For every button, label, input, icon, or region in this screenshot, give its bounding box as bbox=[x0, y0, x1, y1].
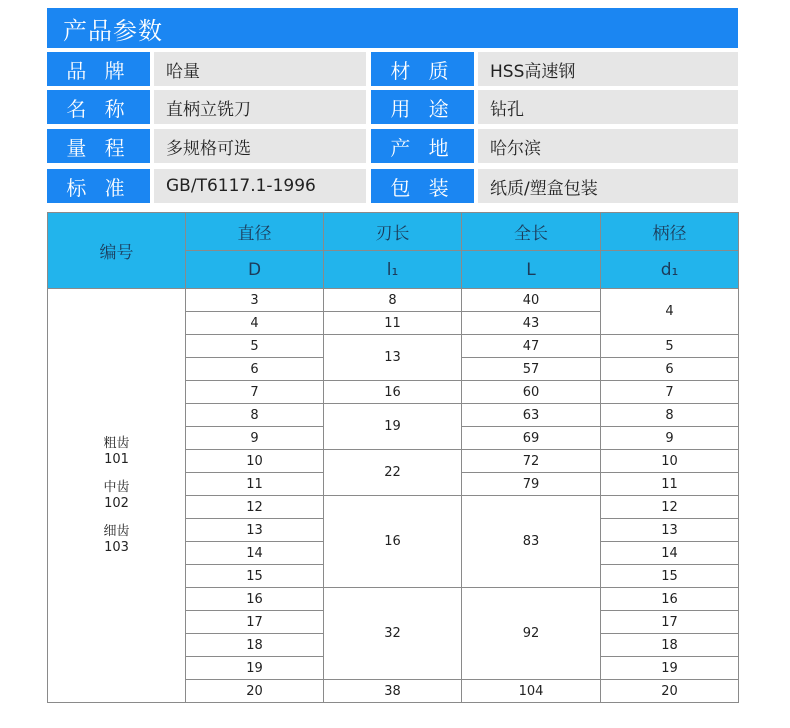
diameter-cell: 14 bbox=[186, 542, 324, 565]
header-cut-length-symbol: l₁ bbox=[324, 251, 462, 289]
cut-length-cell: 8 bbox=[324, 289, 462, 312]
spec-key: 名 称 bbox=[47, 90, 150, 124]
spec-key: 量 程 bbox=[47, 129, 150, 163]
spec-key: 标 准 bbox=[47, 169, 150, 203]
shank-cell: 5 bbox=[601, 335, 739, 358]
tooth-type-name: 细齿 bbox=[103, 523, 130, 539]
cut-length-cell: 19 bbox=[324, 404, 462, 450]
diameter-cell: 3 bbox=[186, 289, 324, 312]
diameter-cell: 7 bbox=[186, 381, 324, 404]
header-total-length: 全长 bbox=[462, 213, 601, 251]
spec-row-range bbox=[47, 129, 738, 163]
tooth-type-code: 102 bbox=[104, 495, 129, 511]
cut-length-cell: 16 bbox=[324, 381, 462, 404]
total-length-cell: 92 bbox=[462, 588, 601, 680]
header-code: 编号 bbox=[48, 213, 186, 289]
total-length-cell: 63 bbox=[462, 404, 601, 427]
section-title bbox=[47, 8, 738, 48]
cut-length-cell: 13 bbox=[324, 335, 462, 381]
shank-cell: 9 bbox=[601, 427, 739, 450]
total-length-cell: 69 bbox=[462, 427, 601, 450]
diameter-cell: 8 bbox=[186, 404, 324, 427]
shank-cell: 15 bbox=[601, 565, 739, 588]
cut-length-cell: 32 bbox=[324, 588, 462, 680]
spec-value: 哈尔滨 bbox=[478, 129, 738, 163]
diameter-cell: 20 bbox=[186, 680, 324, 703]
spec-value: 直柄立铣刀 bbox=[154, 90, 366, 124]
diameter-cell: 11 bbox=[186, 473, 324, 496]
spec-row-brand bbox=[47, 52, 738, 86]
total-length-cell: 79 bbox=[462, 473, 601, 496]
total-length-cell: 40 bbox=[462, 289, 601, 312]
diameter-cell: 17 bbox=[186, 611, 324, 634]
total-length-cell: 47 bbox=[462, 335, 601, 358]
cut-length-cell: 38 bbox=[324, 680, 462, 703]
total-length-cell: 60 bbox=[462, 381, 601, 404]
table-row bbox=[48, 289, 739, 312]
tooth-type bbox=[48, 524, 185, 556]
section-title-text: 产品参数 bbox=[63, 16, 163, 45]
size-table bbox=[47, 212, 739, 703]
diameter-cell: 6 bbox=[186, 358, 324, 381]
shank-cell: 14 bbox=[601, 542, 739, 565]
total-length-cell: 104 bbox=[462, 680, 601, 703]
shank-cell: 18 bbox=[601, 634, 739, 657]
spec-value: 哈量 bbox=[154, 52, 366, 86]
shank-cell: 10 bbox=[601, 450, 739, 473]
total-length-cell: 72 bbox=[462, 450, 601, 473]
header-cut-length: 刃长 bbox=[324, 213, 462, 251]
spec-key: 产 地 bbox=[371, 129, 474, 163]
tooth-type-cell bbox=[48, 289, 186, 703]
total-length-cell: 43 bbox=[462, 312, 601, 335]
shank-cell: 4 bbox=[601, 289, 739, 335]
tooth-type-name: 中齿 bbox=[103, 479, 130, 495]
shank-cell: 19 bbox=[601, 657, 739, 680]
spec-value: 钻孔 bbox=[478, 90, 738, 124]
shank-cell: 13 bbox=[601, 519, 739, 542]
cut-length-cell: 22 bbox=[324, 450, 462, 496]
spec-row-name bbox=[47, 90, 738, 124]
total-length-cell: 83 bbox=[462, 496, 601, 588]
spec-value: GB/T6117.1-1996 bbox=[154, 169, 366, 203]
total-length-cell: 57 bbox=[462, 358, 601, 381]
spec-key: 材 质 bbox=[371, 52, 474, 86]
tooth-type-code: 101 bbox=[104, 451, 129, 467]
cut-length-cell: 16 bbox=[324, 496, 462, 588]
shank-cell: 11 bbox=[601, 473, 739, 496]
diameter-cell: 13 bbox=[186, 519, 324, 542]
shank-cell: 12 bbox=[601, 496, 739, 519]
header-total-length-symbol: L bbox=[462, 251, 601, 289]
shank-cell: 17 bbox=[601, 611, 739, 634]
size-table-body bbox=[48, 289, 739, 703]
shank-cell: 7 bbox=[601, 381, 739, 404]
diameter-cell: 9 bbox=[186, 427, 324, 450]
diameter-cell: 15 bbox=[186, 565, 324, 588]
spec-value: 纸质/塑盒包装 bbox=[478, 169, 738, 203]
shank-cell: 6 bbox=[601, 358, 739, 381]
diameter-cell: 4 bbox=[186, 312, 324, 335]
shank-cell: 20 bbox=[601, 680, 739, 703]
diameter-cell: 18 bbox=[186, 634, 324, 657]
spec-value: 多规格可选 bbox=[154, 129, 366, 163]
spec-key: 包 装 bbox=[371, 169, 474, 203]
spec-key: 品 牌 bbox=[47, 52, 150, 86]
diameter-cell: 19 bbox=[186, 657, 324, 680]
shank-cell: 8 bbox=[601, 404, 739, 427]
diameter-cell: 5 bbox=[186, 335, 324, 358]
diameter-cell: 16 bbox=[186, 588, 324, 611]
shank-cell: 16 bbox=[601, 588, 739, 611]
header-diameter: 直径 bbox=[186, 213, 324, 251]
tooth-type bbox=[48, 436, 185, 468]
diameter-cell: 10 bbox=[186, 450, 324, 473]
cut-length-cell: 11 bbox=[324, 312, 462, 335]
tooth-type bbox=[48, 480, 185, 512]
spec-value: HSS高速钢 bbox=[478, 52, 738, 86]
spec-row-standard bbox=[47, 169, 738, 203]
header-shank: 柄径 bbox=[601, 213, 739, 251]
spec-key: 用 途 bbox=[371, 90, 474, 124]
header-shank-symbol: d₁ bbox=[601, 251, 739, 289]
tooth-type-name: 粗齿 bbox=[103, 435, 130, 451]
header-diameter-symbol: D bbox=[186, 251, 324, 289]
tooth-type-code: 103 bbox=[104, 539, 129, 555]
diameter-cell: 12 bbox=[186, 496, 324, 519]
